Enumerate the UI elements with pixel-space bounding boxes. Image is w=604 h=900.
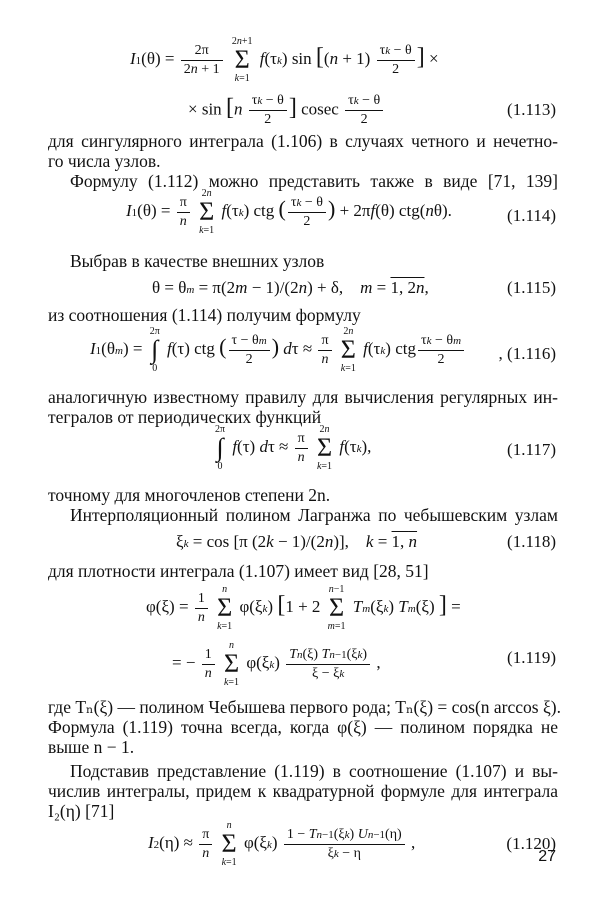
equation-number-1-114: (1.114) <box>507 206 556 225</box>
paragraph-line: из соотношения (1.114) получим формулу <box>48 305 361 325</box>
equation-1-115: θ = θm = π(2m − 1)/(2n) + δ, m = 1, 2n, <box>152 278 429 297</box>
page-number: 27 <box>538 848 556 865</box>
equation-number-1-115: (1.115) <box>507 278 556 297</box>
equation-1-119-line1: φ(ξ) = $\frac{1}{n}$ n Σ k=1 φ(ξk) [1 + 2 n−1 Σ m=1 Tm(ξk) Tm(ξ) ] = <box>146 584 461 632</box>
paragraph-line: тегралов от периодических функций <box>48 407 322 427</box>
paragraph-line: выше n − 1. <box>48 737 135 757</box>
paragraph-line: Формула (1.119) точна всегда, когда φ(ξ) — полином порядка не <box>48 717 558 737</box>
paragraph-line: I₂(η) [71] <box>48 801 115 821</box>
equation-number-1-119: (1.119) <box>507 648 556 667</box>
equation-1-113-line2: × sin [n $\frac{\tau k - \theta}{2}$ ] cosec $\frac{\tau k - \theta}{2}$ <box>188 92 385 129</box>
equation-number-1-117: (1.117) <box>507 440 556 459</box>
paragraph-line: го числа узлов. <box>48 151 161 171</box>
paragraph-line: Формулу (1.112) можно представить также в виде [71, 139] <box>70 171 558 191</box>
paragraph-line: точному для многочленов степени 2n. <box>48 485 331 505</box>
equation-1-113-line1: I1(θ) = $\frac{2\pi}{2n + 1}$ 2n+1 Σ k=1 f(τk) sin [(n + 1) $\frac{\tau k - \theta}{2}$ ] × <box>130 36 439 84</box>
equation-number-1-120: (1.120) <box>506 834 556 853</box>
paragraph-line: Подставив представление (1.119) в соотношение (1.107) и вы- <box>70 761 558 781</box>
paragraph-line: где Tₙ(ξ) — полином Чебышева первого рода; Tₙ(ξ) = cos(n arccos ξ). <box>48 697 561 717</box>
paragraph-line: Выбрав в качестве внешних узлов <box>70 251 325 271</box>
equation-1-118: ξk = cos [π (2k − 1)/(2n)], k = 1, n <box>176 532 418 551</box>
paragraph-line: аналогичную известному правилу для вычисления регулярных ин- <box>48 387 558 407</box>
equation-1-116: I1(θm) = 2π ∫ 0 f(τ) ctg ( $\frac{\tau - \theta m}{2}$ ) dτ ≈ $\frac{\pi}{n}$ 2n Σ k=1 f(τk) ctg $\frac{\tau k - \theta m}{2}$ <box>90 326 466 374</box>
paragraph-line: Интерполяционный полином Лагранжа по чебышевским узлам <box>70 505 558 525</box>
paragraph-line: для плотности интеграла (1.107) имеет вид [28, 51] <box>48 561 429 581</box>
equation-1-120: I2(η) ≈ $\frac{\pi}{n}$ n Σ k=1 φ(ξk) $\frac{1 - Tn-1(\xi k) Un-1(\eta)}{\xi k - \eta}$ , <box>148 820 416 868</box>
equation-1-114: I1(θ) = $\frac{\pi}{n}$ 2n Σ k=1 f(τk) ctg ( $\frac{\tau k - \theta}{2}$ ) + 2πf(θ) ctg(nθ). <box>126 188 452 236</box>
equation-number-1-116: , (1.116) <box>498 344 556 363</box>
paragraph-line: для сингулярного интеграла (1.106) в случаях четного и нечетно- <box>48 131 558 151</box>
equation-1-117: 2π ∫ 0 f(τ) dτ ≈ $\frac{\pi}{n}$ 2n Σ k=1 f(τk), <box>215 424 372 472</box>
equation-number-1-118: (1.118) <box>507 532 556 551</box>
equation-1-119-line2: = − $\frac{1}{n}$ n Σ k=1 φ(ξk) $\frac{Tn(\xi) Tn-1(\xi k)}{\xi - \xi k}$ , <box>172 640 381 688</box>
equation-number-1-113: (1.113) <box>507 100 556 119</box>
paragraph-line: числив интегралы, придем к квадратурной формуле для интеграла <box>48 781 558 801</box>
